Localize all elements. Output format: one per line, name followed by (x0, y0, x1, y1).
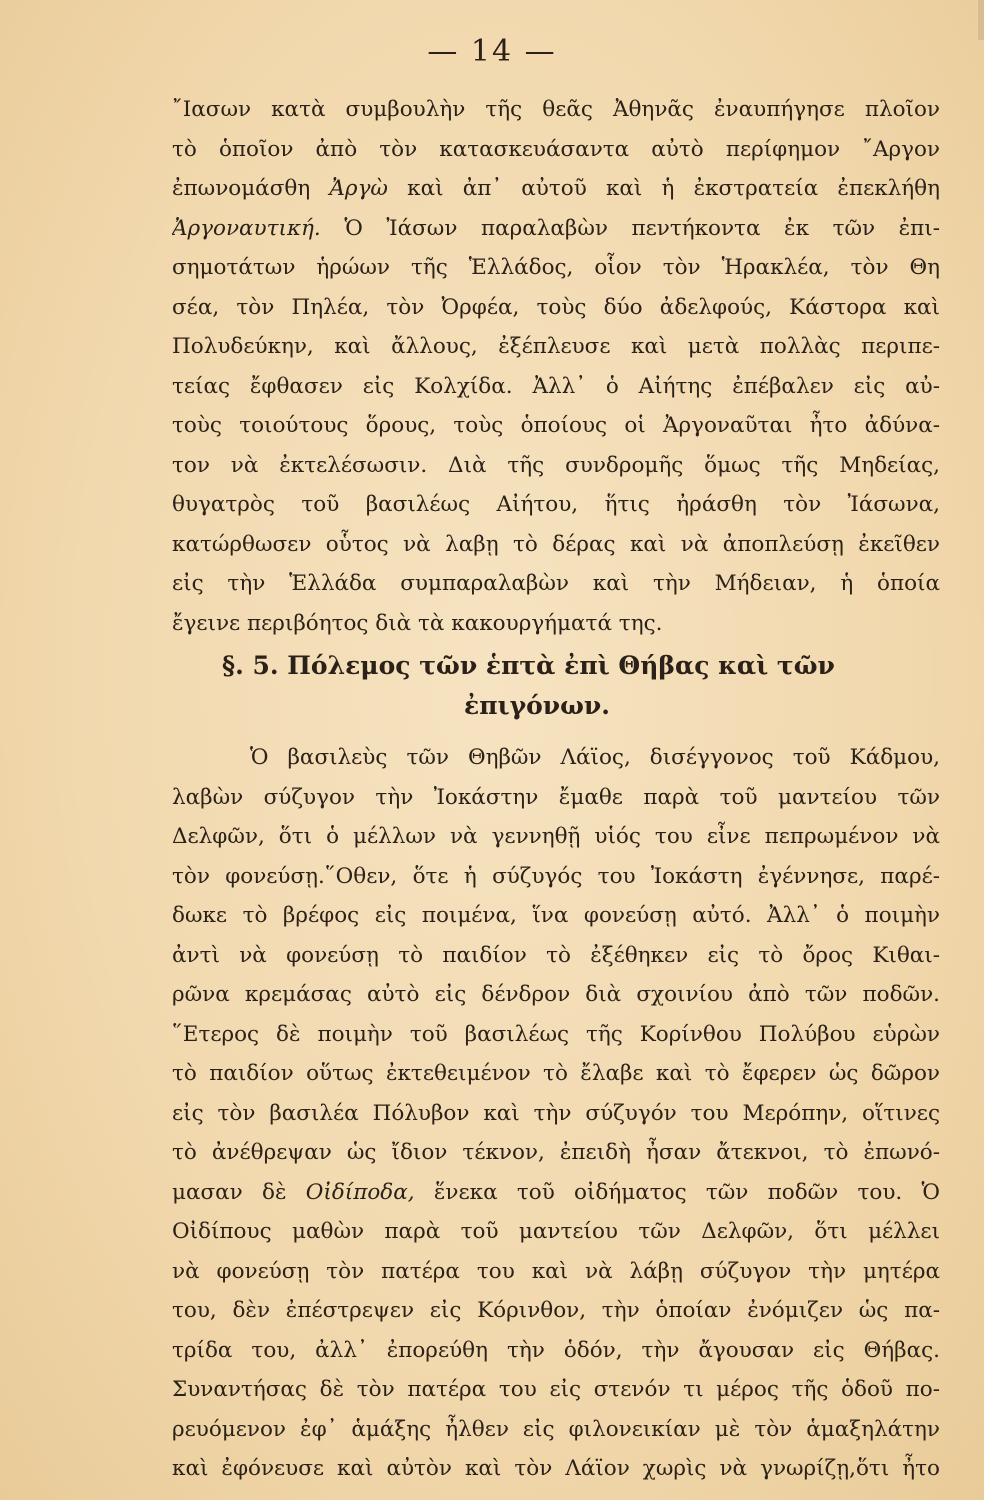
text-line (172, 209, 940, 249)
text-run: καὶ ἀπ᾽ αὐτοῦ καὶ ἡ ἐκστρατεία ἐπεκλήθη (407, 176, 940, 201)
text-line: Συναντήσας δὲ τὸν πατέρα του εἰς στενόν τι μέρος τῆς ὁδοῦ πο- (172, 1377, 940, 1402)
text-line: Οἰδίπους μαθὼν παρὰ τοῦ μαντείου τῶν Δελφῶν, ὅτι μέλλει (172, 1219, 940, 1244)
text-run: Ὁ Ἰάσων παραλαβὼν πεντήκοντα ἐκ τῶν ἐπι- (344, 215, 940, 241)
text-line: δωκε τὸ βρέφος εἰς ποιμένα, ἵνα φονεύσῃ αὐτό. Ἀλλ᾽ ὁ ποιμὴν (172, 903, 940, 928)
text-run: ἐπωνομάσθη (172, 176, 311, 201)
paragraph-oedipus (172, 738, 940, 1489)
text-line: λαβὼν σύζυγον τὴν Ἰοκάστην ἔμαθε παρὰ τοῦ μαντείου τῶν (172, 784, 940, 810)
text-line: ἔγεινε περιβόητος διὰ τὰ κακουργήματά της. (172, 610, 663, 636)
text-line: νὰ φονεύσῃ τὸν πατέρα του καὶ νὰ λάβῃ σύζυγον τὴν μητέρα (172, 1258, 940, 1284)
text-line: καὶ ἐφόνευσε καὶ αὐτὸν καὶ τὸν Λάϊον χωρὶς νὰ γνωρίζῃ,ὅτι ἦτο (172, 1456, 940, 1481)
text-line: ῎Ιασων κατὰ συμβουλὴν τῆς θεᾶς Ἀθηνᾶς ἐναυπήγησε πλοῖον (172, 97, 940, 122)
text-line: εἰς τὴν Ἑλλάδα συμπαραλαβὼν καὶ τὴν Μήδειαν, ἡ ὁποία (172, 571, 940, 596)
section-heading-line1: §. 5. Πόλεμος τῶν ἑπτὰ ἐπὶ Θήβας καὶ τῶν (222, 651, 835, 680)
text-line: σέα, τὸν Πηλέα, τὸν Ὀρφέα, τοὺς δύο ἀδελφούς, Κάστορα καὶ (172, 294, 940, 320)
section-heading (200, 646, 940, 726)
text-line: τον νὰ ἐκτελέσωσιν. Διὰ τῆς συνδρομῆς ὅμως τῆς Μηδείας, (172, 452, 940, 478)
text-line: τὸ ἀνέθρεψαν ὡς ἴδιον τέκνον, ἐπειδὴ ἦσαν ἄτεκνοι, τὸ ἐπωνό- (172, 1140, 940, 1165)
text-line: ρῶνα κρεμάσας αὐτὸ εἰς δένδρον διὰ σχοινίου ἀπὸ τῶν ποδῶν. (172, 982, 940, 1007)
text-line: ρευόμενον ἐφ᾽ ἁμάξης ἦλθεν εἰς φιλονεικίαν μὲ τὸν ἁμαξηλάτην (172, 1416, 940, 1442)
text-run: μασαν δὲ (172, 1179, 287, 1205)
text-line: ῞Ετερος δὲ ποιμὴν τοῦ βασιλέως τῆς Κορίνθου Πολύβου εὑρὼν (172, 1021, 940, 1047)
text-line: Δελφῶν, ὅτι ὁ μέλλων νὰ γεννηθῇ υἱός του εἶνε πεπρωμένον νὰ (172, 824, 940, 849)
text-line: κατώρθωσεν οὗτος νὰ λαβῃ τὸ δέρας καὶ νὰ ἀποπλεύσῃ ἐκεῖθεν (172, 531, 940, 557)
paragraph-argonauts (172, 90, 940, 643)
text-line: τὸ παιδίον οὕτως ἐκτεθειμένον τὸ ἔλαβε καὶ τὸ ἔφερεν ὡς δῶρον (172, 1061, 940, 1086)
page-number: — 14 — (427, 34, 557, 69)
text-run: ἕνεκα τοῦ οἰδήματος τῶν ποδῶν του. Ὁ (433, 1179, 940, 1205)
text-line: σημοτάτων ἡρώων τῆς Ἑλλάδος, οἷον τὸν Ἡρακλέα, τὸν Θη (172, 255, 940, 280)
text-line: τὸν φονεύσῃ.῞Οθεν, ὅτε ἡ σύζυγός του Ἰοκάστη ἐγέννησε, παρέ- (172, 863, 940, 889)
section-heading-line2: ἐπιγόνων. (464, 691, 610, 720)
text-line: τείας ἔφθασεν εἰς Κολχίδα. Ἀλλ᾽ ὁ Αἰήτης ἐπέβαλεν εἰς αὐ- (172, 373, 940, 399)
text-line: Πολυδεύκην, καὶ ἄλλους, ἐξέπλευσε καὶ μετὰ πολλὰς περιπε- (172, 334, 940, 359)
text-line (172, 169, 940, 209)
text-line (172, 1173, 940, 1213)
text-line: τρίδα του, ἀλλ᾽ ἐπορεύθη τὴν ὁδόν, τὴν ἄγουσαν εἰς Θήβας. (172, 1337, 940, 1363)
text-line: θυγατρὸς τοῦ βασιλέως Αἰήτου, ἥτις ἠράσθη τὸν Ἰάσωνα, (172, 492, 940, 517)
text-line: Ὁ βασιλεὺς τῶν Θηβῶν Λάϊος, δισέγγονος τοῦ Κάδμου, (250, 745, 940, 770)
text-line: εἰς τὸν βασιλέα Πόλυβον καὶ τὴν σύζυγόν του Μερόπην, οἵτινες (172, 1100, 940, 1126)
italic-term-argo: Ἀργὼ (329, 176, 388, 201)
text-line: τοὺς τοιούτους ὅρους, τοὺς ὁποίους οἱ Ἀργοναῦται ἦτο ἀδύνα- (172, 413, 940, 438)
italic-term-oidipoda: Οἰδίποδα, (305, 1179, 415, 1205)
italic-term-argonautiki: Ἀργοναυτική. (172, 215, 321, 241)
text-line: ἀντὶ νὰ φονεύσῃ τὸ παιδίον τὸ ἐξέθηκεν εἰς τὸ ὄρος Κιθαι- (172, 942, 940, 968)
text-line: τὸ ὁποῖον ἀπὸ τὸν κατασκευάσαντα αὐτὸ περίφημον ῎Αργον (172, 136, 940, 162)
text-line: του, δὲν ἐπέστρεψεν εἰς Κόρινθον, τὴν ὁποίαν ἐνόμιζεν ὡς πα- (172, 1298, 940, 1323)
